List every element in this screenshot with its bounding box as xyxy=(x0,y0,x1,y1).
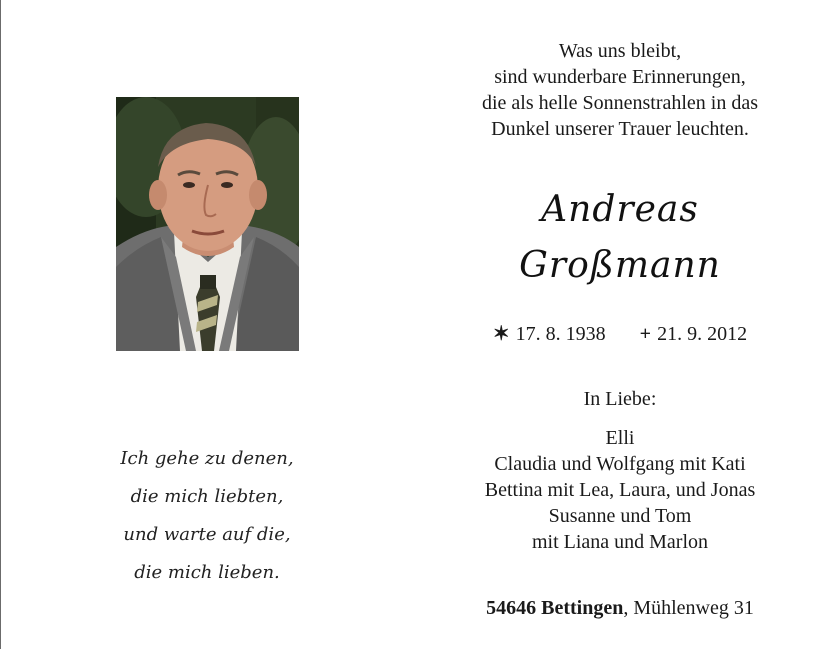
quote-line: Was uns bleibt, xyxy=(558,40,682,62)
card-left-border xyxy=(0,0,1,649)
death-date: 21. 9. 2012 xyxy=(657,323,748,345)
first-name: Andreas xyxy=(541,189,699,230)
poem xyxy=(107,440,307,592)
mourner-line: Claudia und Wolfgang mit Kati xyxy=(494,453,746,475)
birth-star-icon: ✶ xyxy=(492,323,510,345)
poem-line: und warte auf die, xyxy=(123,524,291,545)
portrait-photo xyxy=(116,97,299,351)
address-postcode-city: 54646 Bettingen xyxy=(486,597,624,619)
quote-line: Dunkel unserer Trauer leuchten. xyxy=(491,118,749,140)
mourner-line: Elli xyxy=(605,427,635,449)
address-street: , Mühlenweg 31 xyxy=(623,597,754,619)
mourner-line: mit Liana und Marlon xyxy=(531,531,709,553)
quote-line: die als helle Sonnenstrahlen in das xyxy=(481,92,759,114)
quote-line: sind wunderbare Erinnerungen, xyxy=(494,66,746,88)
address xyxy=(440,595,800,621)
poem-line: Ich gehe zu denen, xyxy=(120,448,294,469)
memorial-quote xyxy=(440,38,800,142)
birth-date: 17. 8. 1938 xyxy=(515,323,606,345)
life-dates xyxy=(440,321,800,347)
mourner-line: Bettina mit Lea, Laura, und Jonas xyxy=(484,479,756,501)
poem-line: die mich lieben. xyxy=(134,562,280,583)
last-name: Großmann xyxy=(519,245,721,286)
mourners-heading: In Liebe: xyxy=(583,388,657,410)
death-cross-icon: + xyxy=(639,323,652,345)
mourner-line: Susanne und Tom xyxy=(548,505,692,527)
mourners-list xyxy=(440,425,800,555)
poem-line: die mich liebten, xyxy=(130,486,284,507)
deceased-name xyxy=(440,182,800,294)
